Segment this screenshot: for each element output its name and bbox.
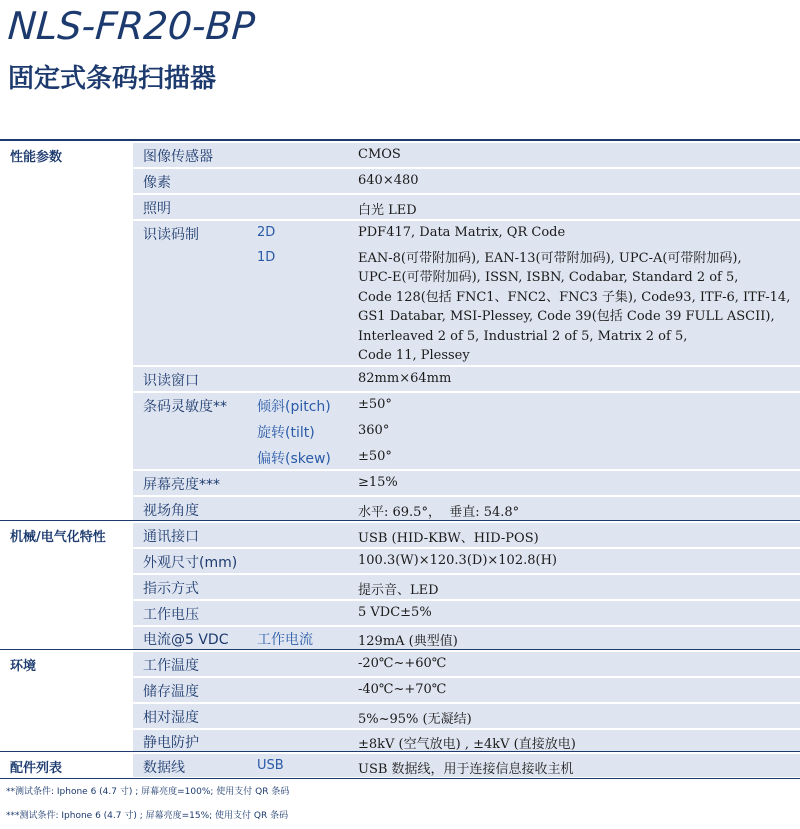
spec-label: 工作温度	[143, 658, 199, 674]
spec-value-line: Interleaved 2 of 5, Industrial 2 of 5, Matrix 2 of 5,	[358, 328, 688, 344]
spec-label: 外观尺寸(mm)	[143, 555, 238, 571]
spec-label: 识读码制	[143, 227, 199, 243]
spec-sublabel: 1D	[257, 250, 276, 265]
spec-value: USB 数据线，用于连接信息接收主机	[358, 762, 574, 777]
row-bar	[133, 367, 800, 391]
spec-label: 数据线	[143, 760, 185, 776]
row-bar	[133, 601, 800, 625]
spec-label: 识读窗口	[143, 373, 199, 389]
spec-value: ±50°	[358, 449, 392, 464]
footnote: ***测试条件: Iphone 6 (4.7 寸) ; 屏幕亮度=15%; 使用支付 QR 条码	[6, 811, 289, 821]
section-accessories: 配件列表	[10, 761, 63, 776]
spec-value: 360°	[358, 423, 390, 438]
spec-label: 指示方式	[143, 581, 199, 597]
spec-value: 水平: 69.5°， 垂直: 54.8°	[358, 505, 520, 520]
spec-label: 照明	[143, 201, 171, 217]
spec-label: 视场角度	[143, 503, 199, 519]
section-mechanical: 机械/电气化特性	[10, 530, 106, 545]
section-divider	[0, 649, 800, 650]
spec-sublabel: USB	[257, 758, 284, 773]
section-divider	[0, 520, 800, 521]
spec-label: 电流@5 VDC	[143, 632, 229, 648]
spec-value: -40℃~+70℃	[358, 682, 447, 697]
spec-sublabel: 倾斜(pitch)	[257, 399, 331, 415]
spec-sublabel: 2D	[257, 225, 276, 240]
spec-value-1d	[358, 249, 794, 365]
model-title: NLS-FR20-BP	[6, 4, 257, 48]
spec-value: 提示音、LED	[358, 583, 439, 598]
product-subtitle: 固定式条码扫描器	[8, 64, 217, 94]
spec-value-line: GS1 Databar, MSI-Plessey, Code 39(包括 Code 39 FULL ASCII),	[358, 309, 775, 325]
row-bar	[133, 575, 800, 599]
spec-label: 像素	[143, 175, 171, 191]
spec-label: 静电防护	[143, 735, 199, 751]
spec-value: 129mA (典型值)	[358, 634, 458, 649]
spec-sublabel: 工作电流	[257, 632, 313, 648]
spec-value: 5%~95% (无凝结)	[358, 712, 472, 727]
spec-value: PDF417, Data Matrix, QR Code	[358, 225, 566, 240]
row-bar	[133, 678, 800, 702]
section-divider	[0, 778, 800, 779]
spec-label: 图像传感器	[143, 149, 213, 165]
spec-label: 相对湿度	[143, 710, 199, 726]
row-bar	[133, 471, 800, 495]
spec-value: 5 VDC±5%	[358, 605, 432, 620]
spec-value: ≥15%	[358, 475, 398, 490]
row-bar	[133, 652, 800, 676]
footnote: **测试条件: Iphone 6 (4.7 寸) ; 屏幕亮度=100%; 使用支付 QR 条码	[6, 787, 290, 797]
spec-value-line: Code 128(包括 FNC1、FNC2、FNC3 子集), Code93, ITF-6, ITF-14,	[358, 289, 791, 305]
spec-value-line: EAN-8(可带附加码), EAN-13(可带附加码), UPC-A(可带附加码),	[358, 251, 742, 266]
spec-value: CMOS	[358, 147, 401, 162]
top-rule	[0, 139, 800, 141]
spec-value-line: UPC-E(可带附加码), ISSN, ISBN, Codabar, Standard 2 of 5,	[358, 270, 739, 286]
spec-sublabel: 旋转(tilt)	[257, 425, 315, 441]
spec-value: 100.3(W)×120.3(D)×102.8(H)	[358, 553, 557, 568]
section-performance: 性能参数	[10, 150, 63, 165]
spec-value: USB (HID-KBW、HID-POS)	[358, 531, 539, 546]
spec-value: ±8kV (空气放电) , ±4kV (直接放电)	[358, 737, 576, 752]
spec-label: 通讯接口	[143, 529, 199, 545]
spec-value: 白光 LED	[358, 203, 417, 218]
spec-label: 储存温度	[143, 684, 199, 700]
section-environment: 环境	[10, 659, 37, 674]
spec-label: 屏幕亮度***	[143, 477, 220, 493]
spec-sublabel: 偏转(skew)	[257, 451, 331, 467]
spec-value: ±50°	[358, 397, 392, 412]
spec-value: 640×480	[358, 173, 419, 188]
spec-value: 82mm×64mm	[358, 371, 452, 386]
spec-value-line: Code 11, Plessey	[358, 348, 470, 364]
row-bar	[133, 627, 800, 650]
spec-label: 工作电压	[143, 607, 199, 623]
spec-value: -20℃~+60℃	[358, 656, 447, 671]
row-bar	[133, 195, 800, 219]
spec-label: 条码灵敏度**	[143, 399, 227, 415]
row-bar	[133, 169, 800, 193]
row-bar	[133, 143, 800, 167]
row-bar	[133, 393, 800, 469]
